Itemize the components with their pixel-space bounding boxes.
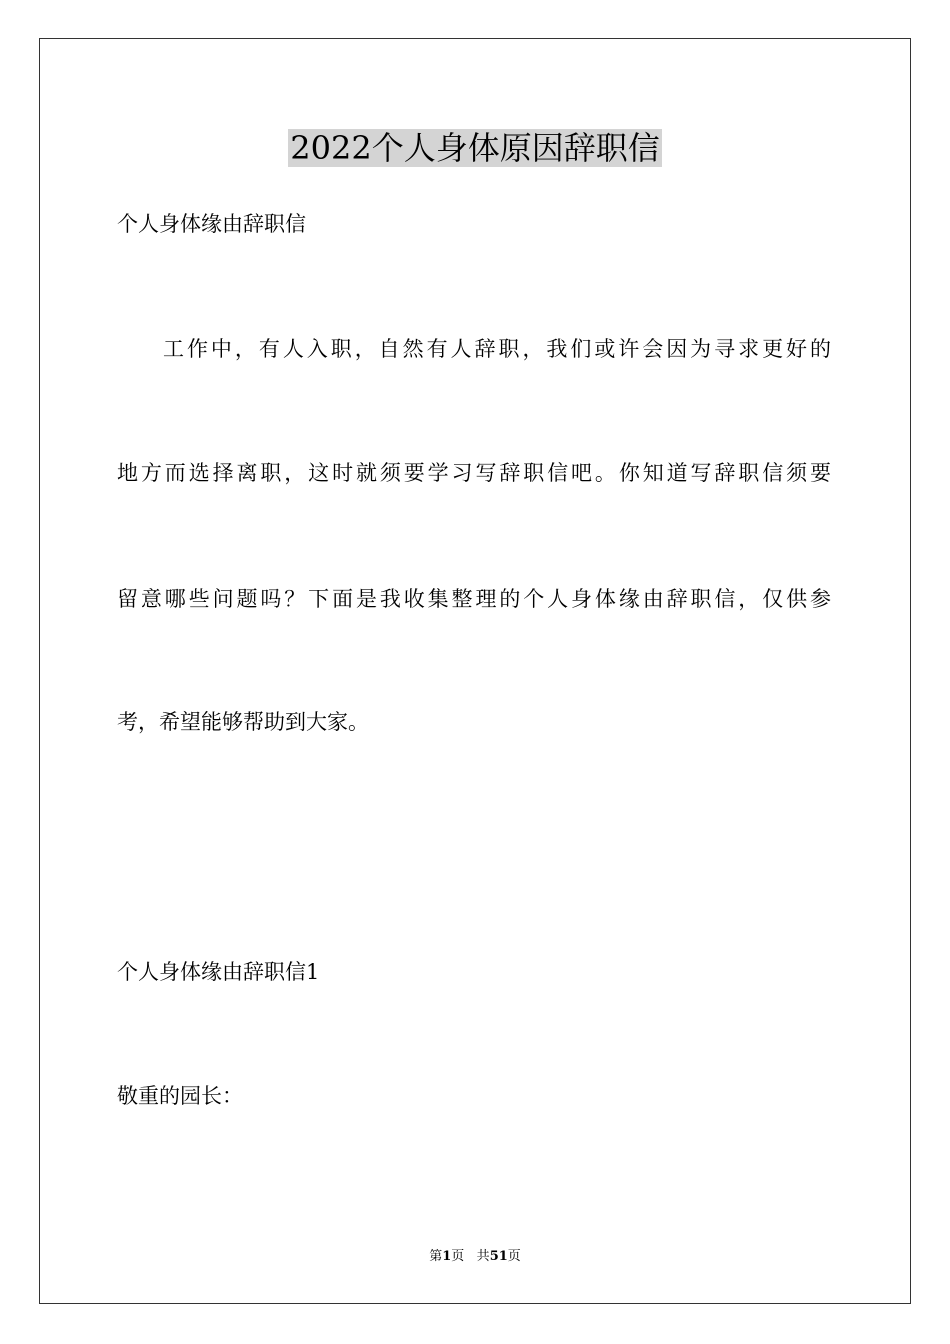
- page-footer: [0, 1248, 950, 1266]
- salutation: 敬重的园长：: [117, 1084, 243, 1108]
- footer-page-prefix: 第: [429, 1249, 443, 1264]
- paragraph-line-1: 工作中，有人入职，自然有人辞职，我们或许会因为寻求更好的: [163, 337, 831, 361]
- footer-page-suffix: 页: [451, 1249, 465, 1264]
- footer-total-pages: 51: [489, 1249, 508, 1264]
- footer-page-number: 1: [442, 1249, 452, 1264]
- paragraph-line-3: 留意哪些问题吗？下面是我收集整理的个人身体缘由辞职信，仅供参: [117, 587, 831, 611]
- footer-total-prefix: 共: [476, 1249, 490, 1264]
- paragraph-line-2: 地方而选择离职，这时就须要学习写辞职信吧。你知道写辞职信须要: [117, 461, 831, 485]
- paragraph-line-4: 考，希望能够帮助到大家。: [117, 710, 369, 734]
- section-heading: 个人身体缘由辞职信1: [117, 960, 320, 984]
- footer-total-suffix: 页: [507, 1249, 521, 1264]
- document-title: [0, 126, 950, 170]
- title-text: 2022个人身体原因辞职信: [290, 129, 660, 167]
- document-subtitle: 个人身体缘由辞职信: [117, 212, 306, 236]
